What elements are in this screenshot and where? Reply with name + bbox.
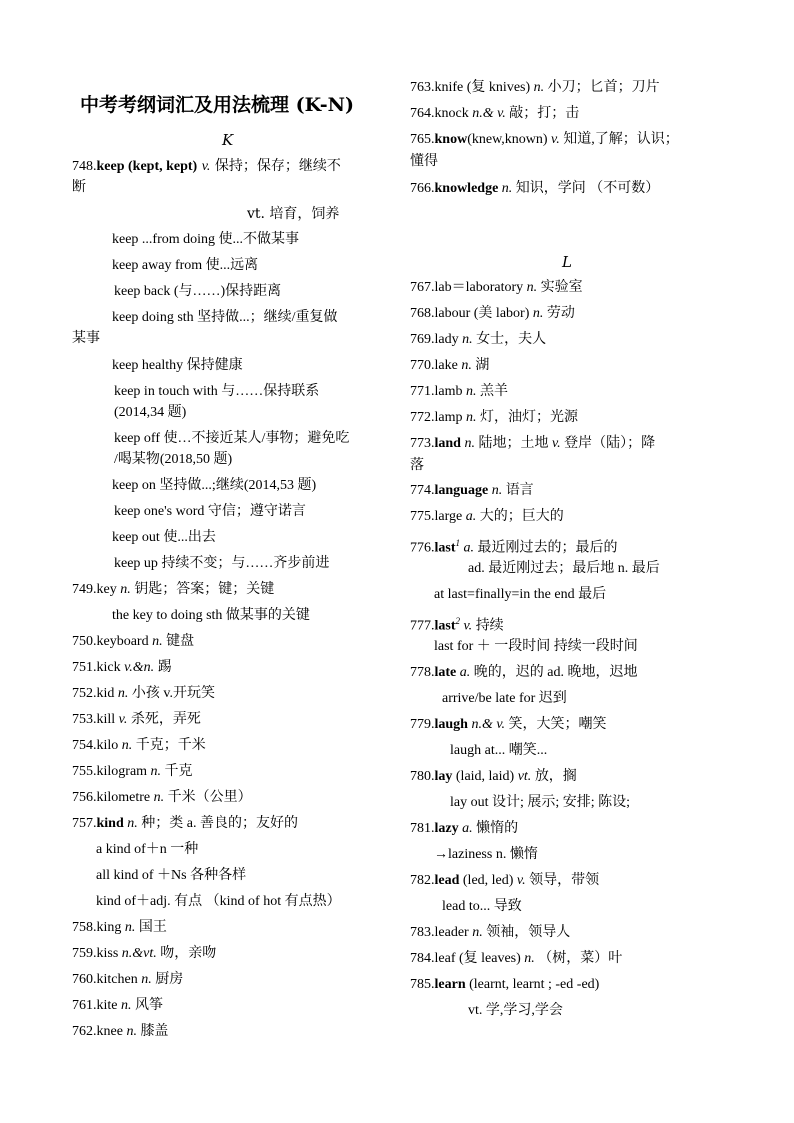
phrase: keep one's word 守信；遵守诺言	[114, 504, 306, 519]
page-title: 中考考纲词汇及用法梳理 (K-N)	[80, 94, 354, 116]
phrase: kind of＋adj. 有点 （kind of hot 有点热）	[96, 894, 341, 909]
phrase-wrap: 某事	[72, 330, 100, 346]
entry-765: 765.know(knew,known) v. 知道,了解；认识；	[410, 132, 679, 147]
entry-775: 775.large a. 大的；巨大的	[410, 509, 564, 524]
entry-761: 761.kite n. 风筝	[72, 998, 163, 1013]
phrase: lay out 设计; 展示; 安排; 陈设;	[450, 795, 631, 810]
entry-779: 779.laugh n.& v. 笑，大笑；嘲笑	[410, 717, 607, 732]
entry-777: 777.last$^2$ v. 持续	[410, 616, 504, 634]
entry-766: 766.knowledge n. 知识，学问 （不可数）	[410, 181, 660, 196]
phrase: keep out 使...出去	[112, 530, 216, 545]
section-letter-k: K	[222, 131, 234, 149]
entry-764: 764.knock n.& v. 敲；打；击	[410, 106, 580, 121]
entry-748: 748.keep (kept, kept) v. 保持；保存；继续不	[72, 158, 341, 174]
entry-783: 783.leader n. 领袖，领导人	[410, 925, 571, 940]
phrase: keep up 持续不变；与……齐步前进	[114, 556, 330, 571]
entry-774: 774.language n. 语言	[410, 483, 534, 498]
entry-767: 767.lab＝laboratory n. 实验室	[410, 280, 583, 295]
entry-758: 758.king n. 国王	[72, 920, 167, 935]
phrase: at last=finally=in the end 最后	[434, 587, 607, 602]
entry-755: 755.kilogram n. 千克	[72, 764, 193, 779]
phrase: keep away from 使...远离	[112, 258, 259, 273]
phrase: the key to doing sth 做某事的关键	[112, 608, 310, 623]
line-ad: ad. 最近刚过去；最后地 n. 最后	[468, 561, 660, 576]
entry-784: 784.leaf (复 leaves) n. （树，菜）叶	[410, 951, 623, 966]
section-letter-l: L	[562, 253, 572, 271]
phrase: keep off 使…不接近某人/事物；避免吃	[114, 431, 350, 446]
entry-753: 753.kill v. 杀死，弄死	[72, 712, 201, 727]
entry-768: 768.labour (美 labor) n. 劳动	[410, 306, 575, 321]
entry-754: 754.kilo n. 千克；千米	[72, 738, 206, 753]
phrase: lead to... 导致	[442, 899, 522, 914]
phrase: keep in touch with 与……保持联系	[114, 384, 320, 399]
phrase: laugh at... 嘲笑...	[450, 743, 548, 758]
entry-749: 749.key n. 钥匙；答案；键；关键	[72, 582, 275, 597]
phrase: →laziness n. 懒惰	[434, 847, 538, 862]
entry-762: 762.knee n. 膝盖	[72, 1024, 169, 1039]
entry-780: 780.lay (laid, laid) vt. 放，搁	[410, 769, 577, 784]
entry-757: 757.kind n. 种；类 a. 善良的；友好的	[72, 816, 298, 831]
entry-750: 750.keyboard n. 键盘	[72, 634, 195, 649]
entry-776: 776.last$^1$ a. 最近刚过去的；最后的	[410, 538, 618, 556]
entry-752: 752.kid n. 小孩 v.开玩笑	[72, 686, 215, 701]
entry-759: 759.kiss n.&vt. 吻，亲吻	[72, 946, 217, 961]
line-vt: vt. 培育，饲养	[247, 206, 340, 222]
phrase: all kind of ＋Ns 各种各样	[96, 868, 247, 883]
entry-773: 773.land n. 陆地；土地 v. 登岸（陆）；降	[410, 436, 656, 451]
entry-778: 778.late a. 晚的，迟的 ad. 晚地，迟地	[410, 665, 638, 680]
entry-772: 772.lamp n. 灯，油灯；光源	[410, 410, 578, 425]
line-vt: vt. 学,学习,学会	[468, 1003, 563, 1018]
entry-751: 751.kick v.&n. 踢	[72, 660, 172, 675]
entry-773-wrap: 落	[410, 457, 424, 473]
entry-782: 782.lead (led, led) v. 领导，带领	[410, 873, 600, 888]
phrase: last for ＋ 一段时间 持续一段时间	[434, 639, 638, 654]
entry-763: 763.knife (复 knives) n. 小刀；匕首；刀片	[410, 80, 660, 95]
phrase: keep doing sth 坚持做...；继续/重复做	[112, 310, 338, 325]
entry-748-wrap: 断	[72, 179, 86, 195]
phrase: keep back (与……)保持距离	[114, 284, 282, 299]
entry-771: 771.lamb n. 羔羊	[410, 384, 508, 399]
entry-781: 781.lazy a. 懒惰的	[410, 821, 519, 836]
phrase: /喝某物(2018,50 题)	[114, 452, 233, 467]
phrase: keep on 坚持做...;继续(2014,53 题)	[112, 478, 317, 493]
phrase: arrive/be late for 迟到	[442, 691, 567, 706]
phrase: (2014,34 题)	[114, 405, 187, 420]
entry-770: 770.lake n. 湖	[410, 358, 490, 373]
phrase: keep healthy 保持健康	[112, 358, 243, 373]
phrase: a kind of＋n 一种	[96, 842, 199, 857]
phrase: keep ...from doing 使...不做某事	[112, 232, 300, 247]
entry-760: 760.kitchen n. 厨房	[72, 972, 184, 987]
entry-756: 756.kilometre n. 千米（公里）	[72, 790, 252, 805]
entry-785: 785.learn (learnt, learnt ; -ed -ed)	[410, 977, 600, 992]
entry-769: 769.lady n. 女士，夫人	[410, 332, 547, 347]
entry-765-wrap: 懂得	[410, 153, 438, 169]
